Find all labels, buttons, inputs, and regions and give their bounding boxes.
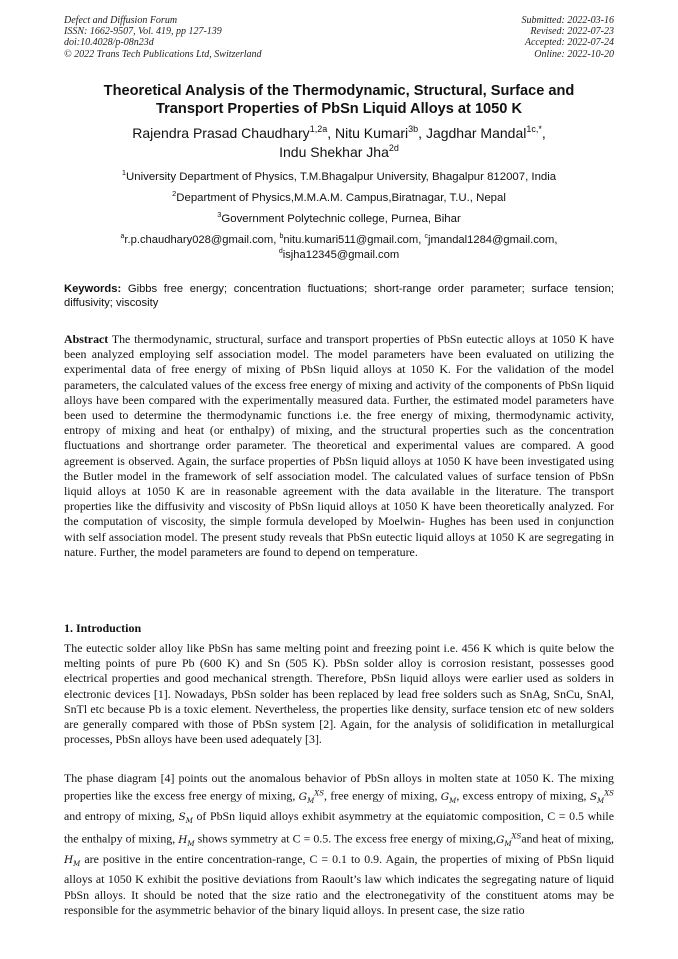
author-name: Jagdhar Mandal bbox=[425, 125, 527, 141]
publication-dates bbox=[522, 15, 615, 60]
email-mark: b bbox=[279, 233, 284, 240]
abstract-label: Abstract bbox=[64, 332, 109, 346]
heat-of-mixing-symbol: $H_M$ bbox=[64, 854, 81, 869]
free-energy-symbol: $G_M$ bbox=[440, 790, 457, 805]
email-mark: a bbox=[120, 233, 125, 240]
excess-free-energy-symbol: $G_M^{XS}$ bbox=[298, 789, 325, 805]
keywords-label: Keywords: bbox=[64, 283, 122, 295]
title-line-1: Theoretical Analysis of the Thermodynamic, Structural, Surface and bbox=[103, 83, 575, 99]
affiliation-2 bbox=[64, 191, 614, 205]
paragraph-text: , excess entropy of mixing, bbox=[456, 788, 590, 803]
affiliation-3 bbox=[64, 212, 614, 226]
author-name: Nitu Kumari bbox=[335, 125, 409, 141]
email-link[interactable]: r.p.chaudhary028@gmail.com, bbox=[124, 234, 280, 246]
affiliation-1 bbox=[64, 170, 614, 184]
paragraph-text: and entropy of mixing, bbox=[64, 809, 179, 823]
author-affiliation-mark: 2d bbox=[388, 143, 399, 153]
excess-free-energy-symbol: $G_M^{XS}$ bbox=[495, 832, 522, 848]
email-mark: d bbox=[278, 247, 283, 255]
keywords-text: Gibbs free energy; concentration fluctuations; short-range order parameter; surface tension; diffusivity; viscosity bbox=[64, 283, 614, 309]
entropy-symbol: $S_M$ bbox=[178, 811, 193, 826]
email-link[interactable]: nitu.kumari511@gmail.com, bbox=[283, 234, 425, 246]
paragraph-text: , free energy of mixing, bbox=[324, 788, 441, 803]
paper-title bbox=[70, 82, 608, 118]
author-name: Indu Shekhar Jha bbox=[279, 144, 389, 160]
section-heading: 1. Introduction bbox=[64, 621, 142, 635]
title-line-2: Transport Properties of PbSn Liquid Alloys at 1050 K bbox=[156, 101, 522, 117]
enthalpy-symbol: $H_M$ bbox=[178, 833, 195, 848]
journal-name: Defect and Diffusion Forum bbox=[64, 15, 178, 26]
keywords bbox=[64, 283, 614, 311]
affiliation-mark: 1 bbox=[121, 168, 127, 177]
abstract-text: The thermodynamic, structural, surface and transport properties of PbSn eutectic alloys at 1050 K have been analyzed employing self association model. The model parameters have been evaluated on utilizing the experimental data of free energy of mixing of PbSn liquid alloys at 1050 K. For the validation of the model parameters, the calculated values of the excess free energy of mixing and activity of the components of PbSn liquid alloys have been compared with the experimentally measured data. Further, the estimated model parameters have been used to determine the thermodynamic functions i.e. the free energy of mixing, thermodynamic activity, entropy of mixing and heat (or enthalpy) of mixing, and the structural properties such as the concentration fluctuations and shortrange order parameter. The theoretical and experimental values are compared. A good agreement is observed. Again, the surface properties of PbSn liquid alloys at 1050 K have been investigated using the Butler model in the framework of self association model. The calculated values of surface tension of PbSn liquid alloys at 1050 K are in reasonable agreement with the data available in the literature. The transport properties like the diffusivity and viscosity of PbSn liquid alloys at 1050 K have been theoretically analyzed. For the computation of viscosity, the simple formula developed by Moelwin- Hughes has been used in conjunction with self association model. The present study reveals that PbSn eutectic liquid alloys at 1050 K are segregating in nature. Further, the model parameters are found to depend on temperature. bbox=[64, 332, 614, 559]
journal-info bbox=[64, 15, 262, 60]
online-date: Online: 2022-10-20 bbox=[534, 48, 614, 60]
doi[interactable]: doi:10.4028/p-08n23d bbox=[64, 37, 154, 49]
email-link[interactable]: jmandal1284@gmail.com, bbox=[427, 234, 558, 246]
affiliation-text: Department of Physics,M.M.A.M. Campus,Biratnagar, T.U., Nepal bbox=[176, 192, 506, 204]
accepted-date: Accepted: 2022-07-24 bbox=[524, 37, 614, 49]
excess-entropy-symbol: $S_M^{XS}$ bbox=[589, 789, 614, 805]
submitted-date: Submitted: 2022-03-16 bbox=[521, 15, 614, 26]
author-affiliation-mark: 1,2a bbox=[309, 124, 328, 134]
email-link[interactable]: isjha12345@gmail.com bbox=[282, 248, 400, 261]
abstract bbox=[64, 332, 614, 560]
affiliation-mark: 2 bbox=[172, 189, 177, 198]
email-mark: c bbox=[424, 233, 428, 240]
revised-date: Revised: 2022-07-23 bbox=[530, 26, 614, 38]
copyright: © 2022 Trans Tech Publications Ltd, Switzerland bbox=[64, 48, 262, 60]
author-emails bbox=[64, 233, 614, 262]
affiliation-text: University Department of Physics, T.M.Bhagalpur University, Bhagalpur 812007, India bbox=[126, 171, 557, 183]
affiliation-text: Government Polytechnic college, Purnea, Bihar bbox=[221, 213, 461, 225]
paragraph-text: are positive in the entire concentration-range, C = 0.1 to 0.9. Again, the properties of mixing of PbSn liquid alloys at 1050 K exhibit the positive deviations from Raoult’s law which indicates the segregating nature of liquid PbSn alloys. It should be noted that the size ratio and the electronegativity of the constituent atoms may be responsible for the asymmetric behavior of the binary liquid alloys. In present case, the size ratio bbox=[64, 852, 614, 917]
author-list: Rajendra Prasad Chaudhary$^{1,2a}$, Nitu Kumari$^{3b}$, Jagdhar Mandal$^{1c,*}$, Indu Shekhar Jha$^{2d}$ bbox=[132, 124, 546, 160]
intro-paragraph-2 bbox=[64, 771, 614, 918]
author-affiliation-mark: 1c,* bbox=[526, 124, 542, 134]
paragraph-text: shows symmetry at C = 0.5. The excess free energy of mixing, bbox=[194, 831, 496, 846]
author-affiliation-mark: 3b bbox=[408, 124, 419, 134]
paragraph-text: and heat of mixing, bbox=[521, 831, 614, 846]
author-name: Rajendra Prasad Chaudhary bbox=[132, 125, 310, 141]
paragraph-text: The phase diagram [4] points out the anomalous behavior of PbSn alloys in molten state at 1050 K. The mixing properties like the excess free energy of mixing, bbox=[64, 771, 614, 803]
issn: ISSN: 1662-9507, Vol. 419, pp 127-139 bbox=[64, 26, 222, 38]
affiliation-mark: 3 bbox=[217, 210, 222, 219]
intro-paragraph-1: The eutectic solder alloy like PbSn has same melting point and freezing point i.e. 456 K which is quite below the melting points of pure Pb (600 K) and Sn (505 K). PbSn solder alloy is corrosion resistant, possesses good electrical properties and good mechanical strength. Therefore, PbSn liquid alloys were earlier used as solders in electronic devices [1]. Nowadays, PbSn solder has been replaced by lead free solders such as SnAg, SnCu, SnAl, SnTl etc because Pb is a toxic element. Nevertheless, the properties like density, surface tension etc of new solders are generally compared with those of PbSn system [2]. Again, for the analysis of solidification in metallurgical processes, PbSn alloys have been used adequately [3]. bbox=[64, 641, 614, 747]
paragraph-text: of PbSn liquid alloys exhibit asymmetry at the equiatomic composition, C = 0.5 while the enthalpy of mixing, bbox=[64, 809, 615, 846]
